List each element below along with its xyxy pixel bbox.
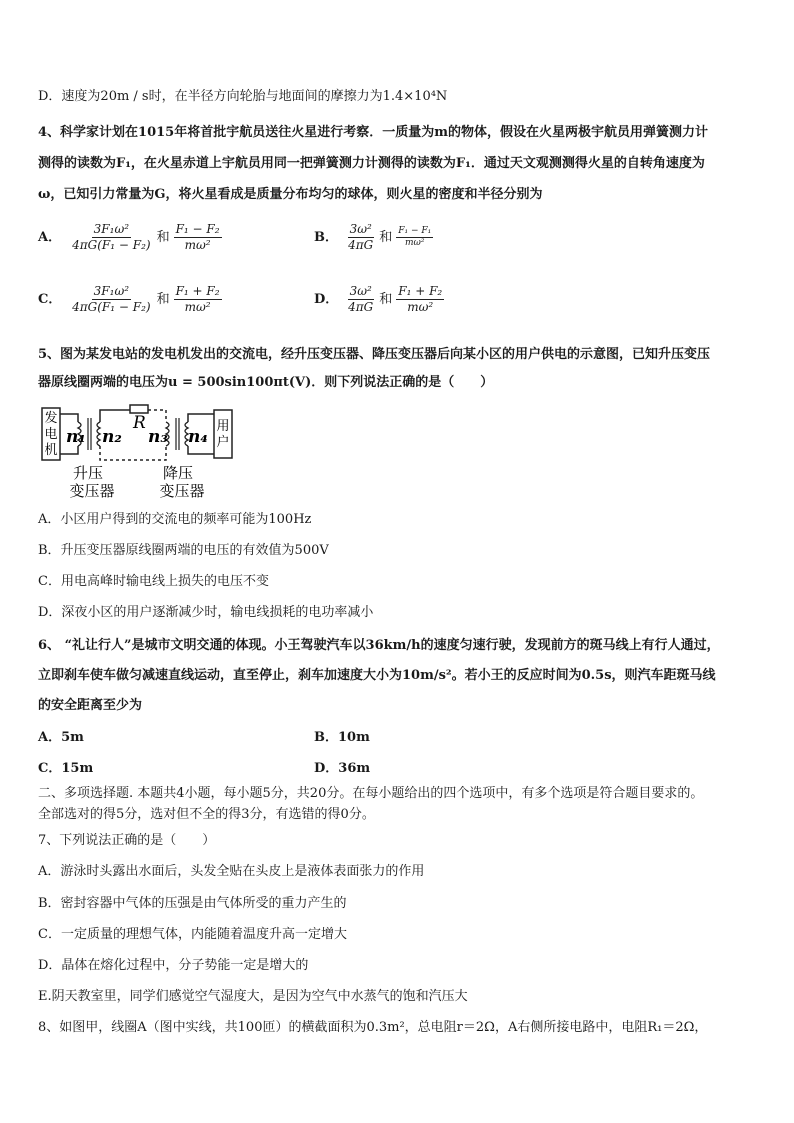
wire-gen-top <box>60 414 78 422</box>
wire-n2-bottom <box>100 446 166 460</box>
q5-stem-line1: 5、图为某发电站的发电机发出的交流电，经升压变压器、降压变压器后向某小区的用户供电的示意图，已知升压变压 <box>38 347 711 362</box>
q7-option-d: D．晶体在熔化过程中，分子势能一定是增大的 <box>38 958 309 973</box>
radius-formula: $\frac{\text{F₁ − F₂}}{\text{mω²}}$ <box>175 222 220 252</box>
resistor <box>130 405 148 413</box>
q4-option-b <box>314 222 435 253</box>
q4-option-c <box>38 284 224 315</box>
user-box <box>214 410 232 458</box>
label-n3: n₃ <box>148 427 168 447</box>
generator-label-3: 机 <box>44 443 58 458</box>
q4-option-d <box>314 284 446 315</box>
wire-user-top <box>188 414 214 422</box>
label-n4: n₄ <box>188 427 208 447</box>
q6-option-d: D．36m <box>314 761 371 776</box>
step-down-caption-2: 变压器 <box>159 482 205 500</box>
density-formula: $\frac{\text{3F₁ω²}}{\text{4πG(F₁ − F₂)}}$ <box>72 222 151 252</box>
wire-n2-top <box>100 410 130 422</box>
q4-stem-line1: 4、科学家计划在1015年将首批宇航员送往火星进行考察．一质量为m的物体，假设在火星两极宇航员用弹簧测力计 <box>38 125 708 140</box>
q8-stem-line1: 8、如图甲，线圈A（图中实线，共100匝）的横截面积为0.3m²，总电阻r＝2Ω，A右侧所接电路中，电阻R₁＝2Ω， <box>38 1020 708 1035</box>
density-formula: $\frac{\text{3F₁ω²}}{\text{4πG(F₁ − F₂)}}$ <box>72 284 151 314</box>
q5-option-a: A．小区用户得到的交流电的频率可能为100Hz <box>38 512 312 527</box>
label-n1: n₁ <box>66 427 86 447</box>
option-label: C． <box>38 291 62 307</box>
q7-option-a: A．游泳时头露出水面后，头发全贴在头皮上是液体表面张力的作用 <box>38 864 425 879</box>
q7-option-e: E.阴天教室里，同学们感觉空气湿度大，是因为空气中水蒸气的饱和汽压大 <box>38 989 468 1004</box>
label-r: R <box>133 413 146 433</box>
transformer-diagram <box>38 400 238 502</box>
q5-option-c: C．用电高峰时输电线上损失的电压不变 <box>38 574 269 589</box>
density-formula: $\frac{\text{3ω²}}{4\pi G}$ <box>348 222 374 252</box>
q6-stem-line1: 6、 “礼让行人”是城市文明交通的体现。小王驾驶汽车以36km/h的速度匀速行驶，发现前方的斑马线上有行人通过， <box>38 638 720 653</box>
q5-option-d: D．深夜小区的用户逐渐减少时，输电线损耗的电功率减小 <box>38 605 374 620</box>
q3-option-d: D．速度为20m / s时，在半径方向轮胎与地面间的摩擦力为1.4×10⁴N <box>38 89 448 104</box>
q6-stem-line2: 立即刹车使车做匀减速直线运动，直至停止，刹车加速度大小为10m/s²。若小王的反应时间为0.5s，则汽车距斑马线 <box>38 668 716 683</box>
generator-label-1: 发 <box>44 411 58 426</box>
label-n2: n₂ <box>102 427 122 447</box>
user-label-1: 用 <box>216 419 230 434</box>
q6-option-c: C．15m <box>38 761 94 776</box>
wire-gen-bottom <box>60 446 78 454</box>
q5-option-b: B．升压变压器原线圈两端的电压的有效值为500V <box>38 543 329 558</box>
q4-option-a <box>38 222 224 253</box>
step-down-caption-1: 降压 <box>162 464 194 482</box>
joiner-text: 和 <box>379 229 393 245</box>
option-label: B． <box>314 229 338 245</box>
coil-n2 <box>97 422 100 446</box>
section-2-scoring: 全部选对的得5分，选对但不全的得3分，有选错的得0分。 <box>38 807 375 822</box>
joiner-text: 和 <box>156 291 170 307</box>
section-2-heading: 二、多项选择题. 本题共4小题，每小题5分，共20分。在每小题给出的四个选项中，有多个选项是符合题目要求的。 <box>38 786 704 801</box>
option-label: D． <box>314 291 339 307</box>
wire-user-bottom <box>188 446 214 454</box>
joiner-text: 和 <box>379 291 393 307</box>
step-up-caption-2: 变压器 <box>69 482 115 500</box>
joiner-text: 和 <box>156 229 170 245</box>
option-label: A． <box>38 229 62 245</box>
q6-stem-line3: 的安全距离至少为 <box>38 698 143 713</box>
radius-formula: $\frac{\text{F₁ − F₁}}{\text{mω²}}$ <box>398 226 432 248</box>
q7-stem: 7、下列说法正确的是（ ） <box>38 833 216 848</box>
generator-label-2: 电 <box>44 427 58 442</box>
density-formula: $\frac{\text{3ω²}}{4\pi G}$ <box>348 284 374 314</box>
wire-r-right <box>148 410 166 422</box>
q7-option-c: C．一定质量的理想气体，内能随着温度升高一定增大 <box>38 927 347 942</box>
q6-option-a: A．5m <box>38 730 84 745</box>
radius-formula: $\frac{\text{F₁ + F₂}}{\text{mω²}}$ <box>175 284 220 314</box>
q4-stem-line2: 测得的读数为F₁，在火星赤道上宇航员用同一把弹簧测力计测得的读数为F₁．通过天文观测测得火星的自转角速度为 <box>38 156 705 171</box>
user-label-2: 户 <box>216 435 230 450</box>
q7-option-b: B．密封容器中气体的压强是由气体所受的重力产生的 <box>38 896 347 911</box>
step-up-caption-1: 升压 <box>72 464 104 482</box>
q6-option-b: B．10m <box>314 730 370 745</box>
q5-stem-line2: 器原线圈两端的电压为u = 500sin100πt(V)．则下列说法正确的是（ ） <box>38 375 494 390</box>
radius-formula: $\frac{\text{F₁ + F₂}}{\text{mω²}}$ <box>398 284 443 314</box>
q4-stem-line3: ω，已知引力常量为G，将火星看成是质量分布均匀的球体，则火星的密度和半径分别为 <box>38 187 543 202</box>
